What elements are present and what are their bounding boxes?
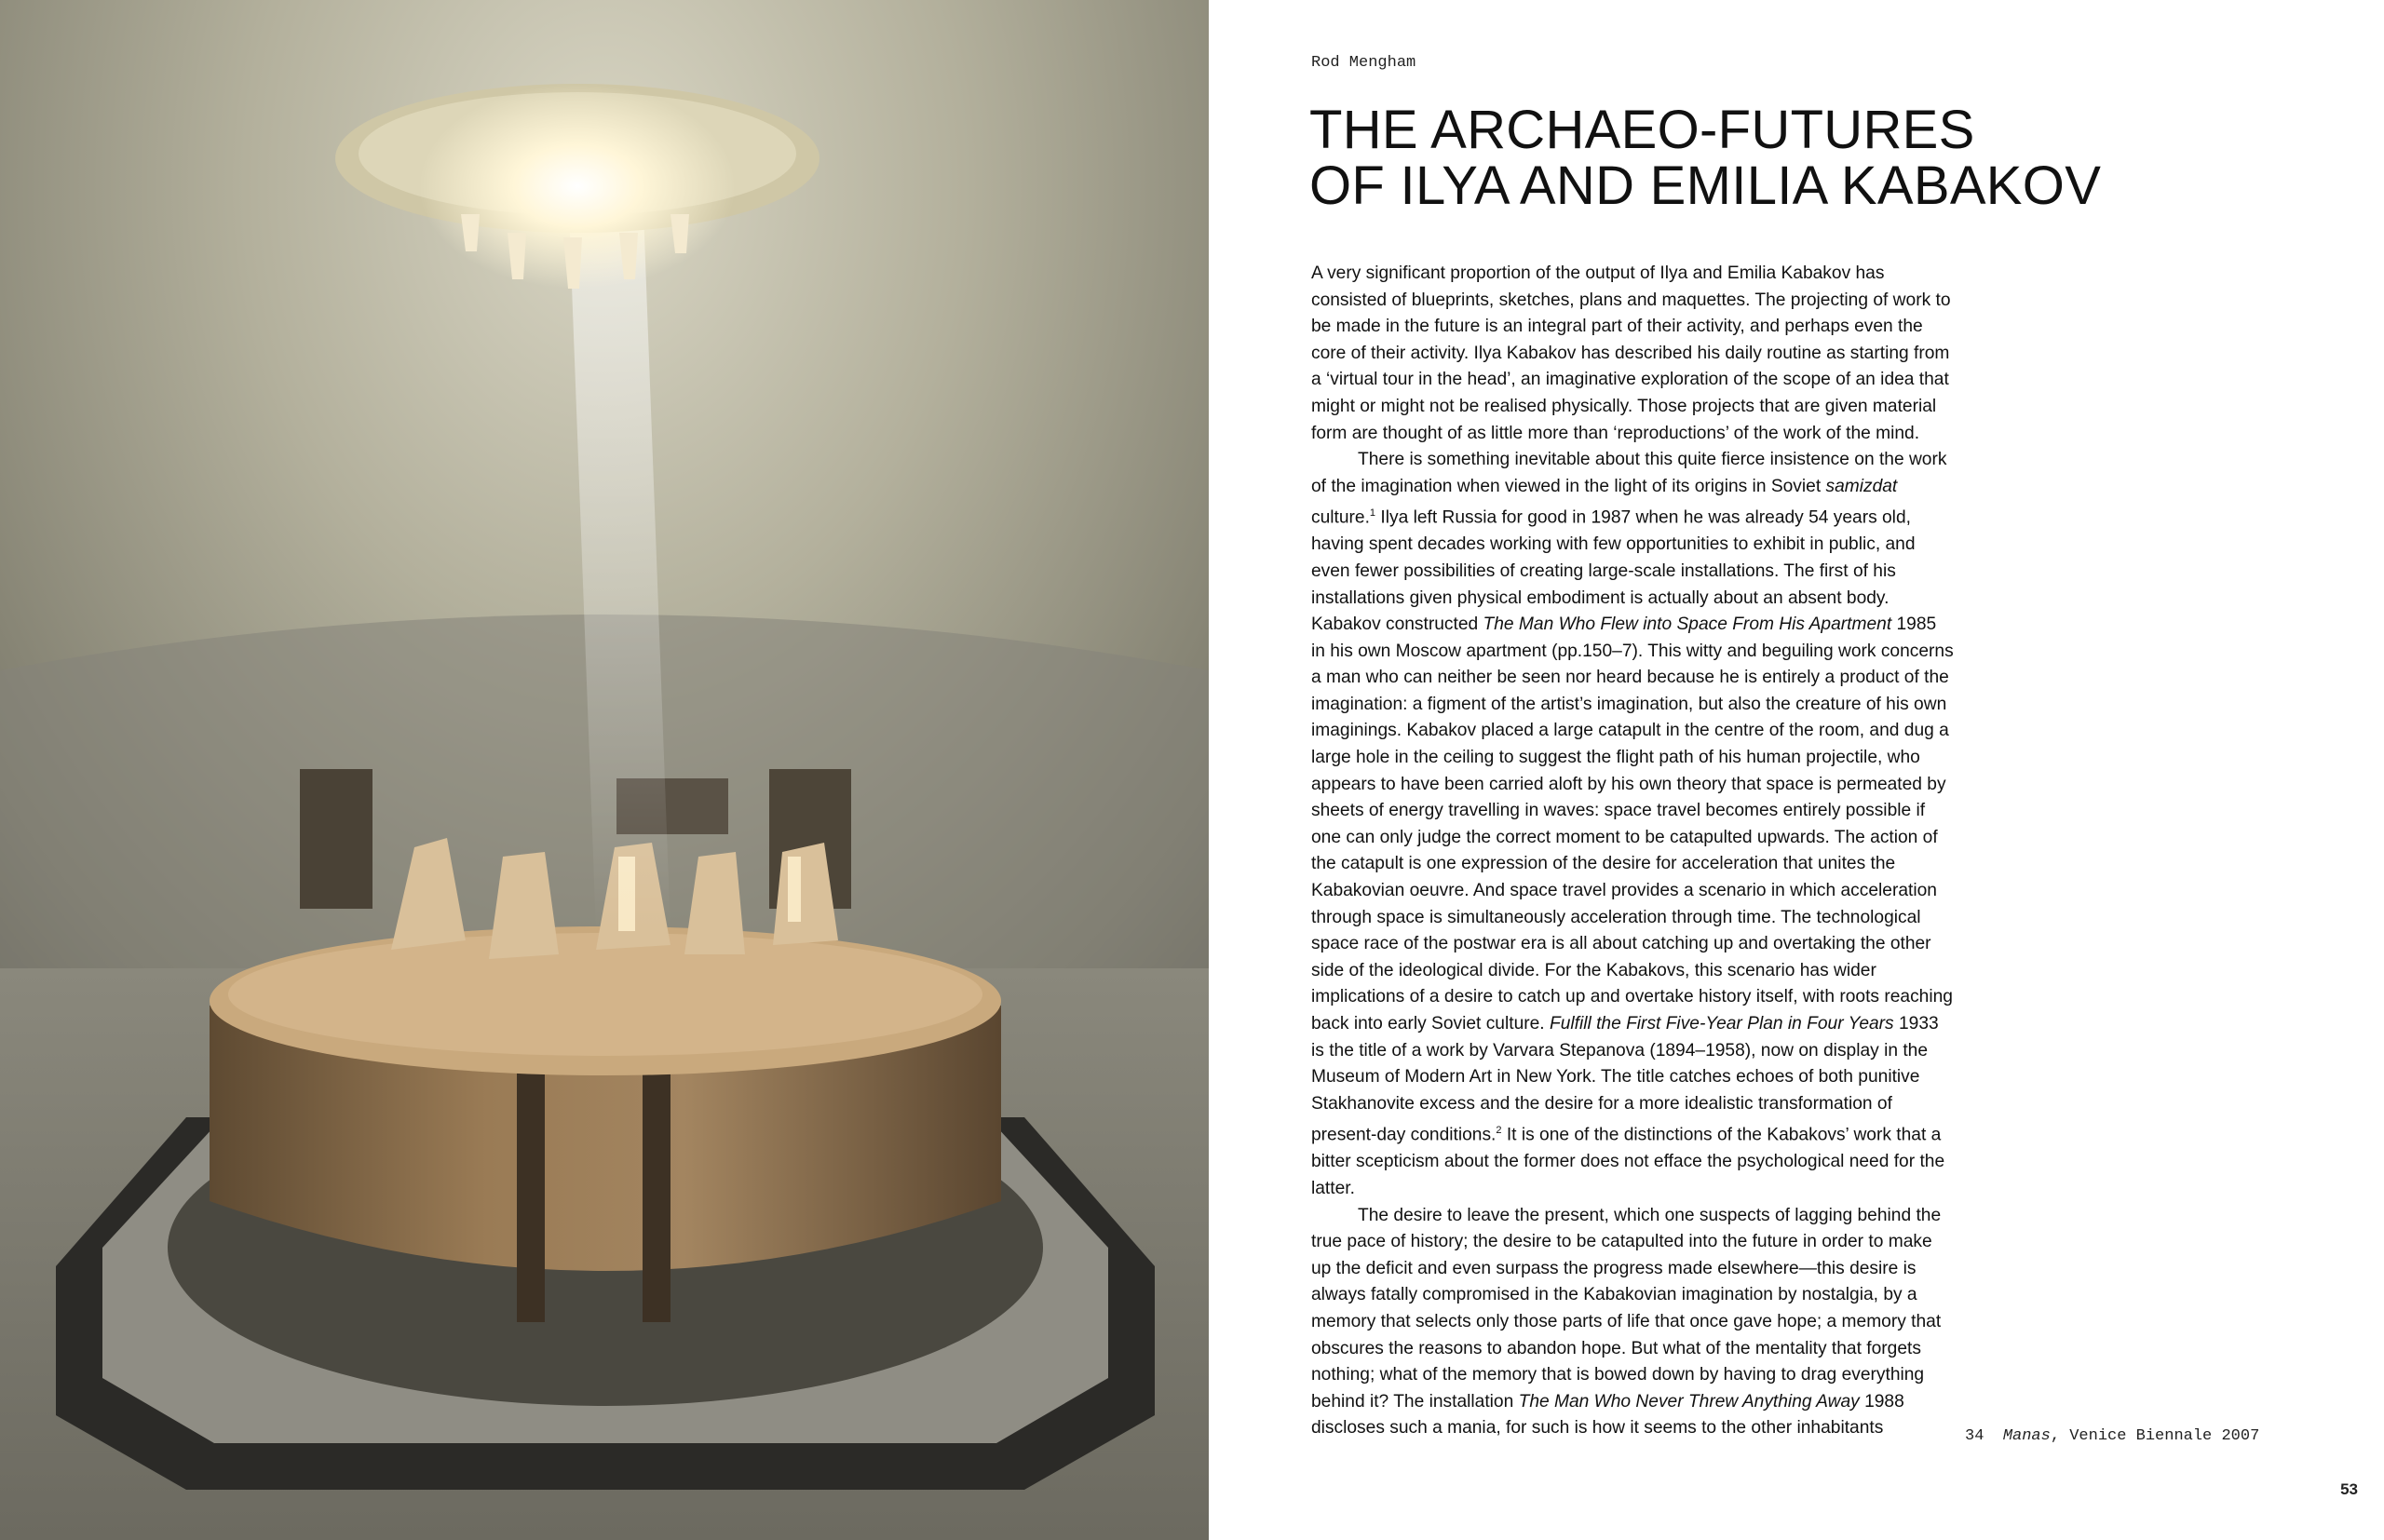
- image-caption: [1965, 1427, 2259, 1445]
- caption-number: 34: [1965, 1427, 1984, 1445]
- work-title: The Man Who Never Threw Anything Away: [1518, 1391, 1860, 1412]
- article-body: [1311, 261, 1954, 1462]
- paragraph-2-text: 1985 in his own Moscow apartment (pp.150–7). This witty and beguiling work concerns a man who can neither be seen nor heard because he is entirely a product of the imagination: a figment of the artist’s imagination, but also the creature of his own imaginings. Kabakov placed a large catapult in the centre of the room, and dug a large hole in the ceiling to suggest the flight path of his human projectile, who appears to have been carried aloft by his own theory that space is permeated by sheets of energy travelling in waves: space travel becomes entirely possible if one can only judge the correct moment to be catapulted upwards. The action of the catapult is one expression of the desire for acceleration that unites the Kabakovian oeuvre. And space travel provides a scenario in which acceleration through space is simultaneously acceleration through time. The technological space race of the postwar era is all about catching up and overtaking the other side of the ideological divide. For the Kabakovs, this scenario has wider implications of a desire to catch up and overtake history itself, with roots reaching back into early Soviet culture.: [1311, 615, 1954, 1034]
- paragraph-2-text: There is something inevitable about this quite fierce insistence on the work of the imagination when viewed in the light of its origins in Soviet: [1311, 450, 1947, 496]
- caption-rest: , Venice Biennale 2007: [2050, 1427, 2260, 1445]
- footnote-ref-1: 1: [1369, 507, 1376, 520]
- samizdat-term: samizdat: [1825, 476, 1898, 496]
- author-name: Rod Mengham: [1311, 54, 1416, 72]
- paragraph-2-text: 1933 is the title of a work by Varvara Stepanova (1894–1958), now on display in the Museum of Modern Art in New York. The title catches echoes of both punitive Stakhanovite excess and the desire for a more idealistic transformation of present-day conditions.: [1311, 1014, 1939, 1145]
- paragraph-3-text: The desire to leave the present, which one suspects of lagging behind the true pace of history; the desire to be catapulted into the future in order to make up the deficit and even surpass the progress made elsewhere—this desire is always fatally compromised in the Kabakovian imagination by nostalgia, by a memory that selects only those parts of life that once gave hope; a memory that obscures the reasons to abandon hope. But what of the mentality that forgets nothing; what of the memory that is bowed down by having to drag everything behind it? The installation: [1311, 1205, 1942, 1412]
- paragraph-2-text: It is one of the distinctions of the Kabakovs’ work that a bitter scepticism about the former does not efface the psychological need for the latter.: [1311, 1125, 1945, 1198]
- text-page: [1209, 0, 2384, 1540]
- paragraph-1: A very significant proportion of the output of Ilya and Emilia Kabakov has consisted of blueprints, sketches, plans and maquettes. The projecting of work to be made in the future is an integral part of their activity, and perhaps even the core of their activity. Ilya Kabakov has described his daily routine as starting from a ‘virtual tour in the head’, an imaginative exploration of the scope of an idea that might or might not be realised physically. Those projects that are given material form are thought of as little more than ‘reproductions’ of the work of the mind.: [1311, 263, 1951, 443]
- article-title: [1309, 102, 2101, 214]
- paragraph-2: [1311, 447, 1954, 1202]
- work-title: The Man Who Flew into Space From His Apartment: [1483, 615, 1892, 635]
- page-number: 53: [2340, 1480, 2358, 1498]
- paragraph-3-text: 1988 discloses such a mania, for such is how it seems to the other inhabitants: [1311, 1391, 1904, 1439]
- title-line-2: OF ILYA AND EMILIA KABAKOV: [1309, 155, 2102, 216]
- paragraph-2-text: Ilya left Russia for good in 1987 when he was already 54 years old, having spent decades working with few opportunities to exhibit in public, and even fewer possibilities of creating large-scale installations. The first of his installations given physical embodiment is actually about an absent body. Kabakov constructed: [1311, 507, 1916, 635]
- paragraph-2-text: culture.: [1311, 507, 1370, 528]
- caption-work: Manas: [2002, 1427, 2051, 1445]
- footnote-ref-2: 2: [1496, 1125, 1502, 1137]
- title-line-1: THE ARCHAEO-FUTURES: [1309, 100, 1975, 160]
- paragraph-3: [1311, 1203, 1954, 1442]
- work-title: Fulfill the First Five-Year Plan in Four Years: [1549, 1014, 1894, 1034]
